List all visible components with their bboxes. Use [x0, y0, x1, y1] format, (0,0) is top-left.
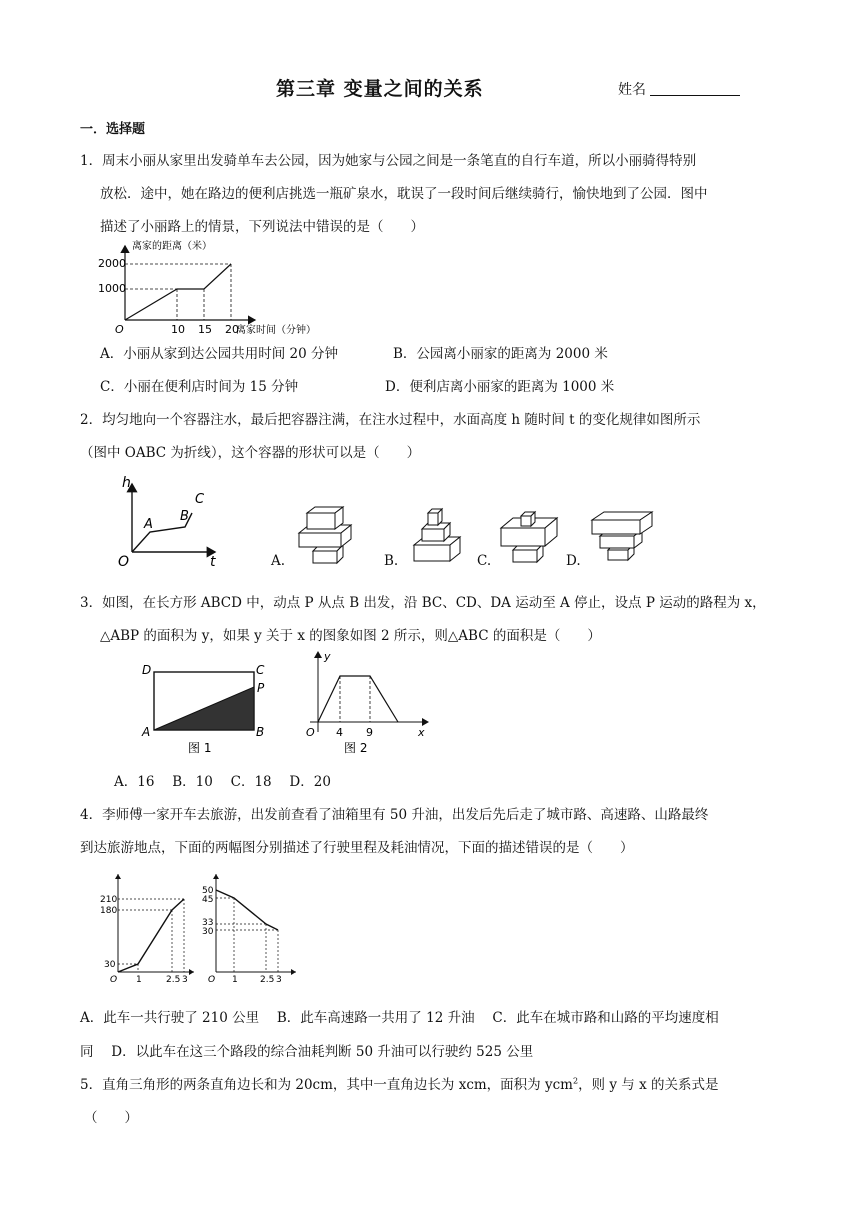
y-tick: 210: [100, 895, 118, 905]
q5-superscript: 2: [572, 1076, 579, 1086]
x-tick: 20: [225, 323, 239, 336]
q1-option-d[interactable]: D．便利店离小丽家的距离为 1000 米: [385, 379, 615, 395]
q2-choice-a[interactable]: A.: [271, 553, 286, 569]
q5-text-a: 5．直角三角形的两条直角边长和为 20cm，其中一直角边长为 xcm，面积为 ycm: [80, 1077, 573, 1093]
x-axis-label: x: [418, 726, 425, 739]
c-label: C: [195, 492, 205, 507]
q1-x-label: 离家时间（分钟）: [236, 325, 316, 336]
y-tick: 50: [202, 886, 214, 896]
q1-line-2: 放松．途中，她在路边的便利店挑选一瓶矿泉水，耽误了一段时间后继续骑行，愉快地到了公园．图中: [100, 186, 708, 202]
page-title: 第三章 变量之间的关系: [276, 78, 484, 100]
point-a-label: A: [142, 725, 151, 739]
y-tick: 1000: [98, 282, 126, 295]
q1-y-label: 离家的距离（米）: [132, 241, 212, 252]
q4-line-2: 到达旅游地点，下面的两幅图分别描述了行驶里程及耗油情况，下面的描述错误的是（ ）: [80, 840, 634, 856]
x-tick: 2.5: [166, 975, 181, 985]
x-tick: 15: [198, 323, 212, 336]
q2-height-time-graph: [110, 470, 230, 570]
name-label: 姓名: [618, 82, 646, 98]
y-tick: 30: [202, 927, 214, 937]
a-label: A: [144, 517, 153, 532]
o-label: O: [118, 554, 130, 570]
h-label: h: [122, 475, 131, 491]
q4-line-1: 4．李师傅一家开车去旅游，出发前查看了油箱里有 50 升油，出发后先后走了城市路、高速路、山路最终: [80, 807, 709, 823]
q5-line-1: [80, 1073, 718, 1093]
q5-line-2: （ ）: [84, 1110, 138, 1126]
q1-line-3: 描述了小丽路上的情景，下列说法中错误的是（ ）: [100, 219, 424, 235]
x-tick: 1: [136, 975, 142, 985]
x-tick: 1: [232, 975, 238, 985]
q3-figure-1: [140, 660, 280, 760]
q3-figure-2-graph: [300, 648, 435, 756]
q4-options-line-1[interactable]: A．此车一共行驶了 210 公里 B．此车高速路一共用了 12 升油 C．此车在城市路和山路的平均速度相: [80, 1010, 719, 1026]
q2-choice-c[interactable]: C.: [477, 553, 492, 569]
y-tick: 180: [100, 906, 118, 916]
y-axis-label: y: [324, 650, 331, 663]
x-tick: 9: [366, 726, 373, 739]
q4-distance-graph: [98, 868, 198, 988]
t-label: t: [210, 554, 216, 570]
q2-line-2: （图中 OABC 为折线），这个容器的形状可以是（ ）: [80, 445, 421, 461]
fig1-caption: 图 1: [188, 741, 212, 755]
q1-option-c[interactable]: C．小丽在便利店时间为 15 分钟: [100, 379, 299, 395]
q1-graph-line: [125, 264, 231, 320]
q4-fuel-graph: [196, 868, 306, 988]
y-tick: 30: [104, 960, 116, 970]
q2-choice-d[interactable]: D.: [566, 553, 581, 569]
x-tick: 3: [182, 975, 188, 985]
q5-text-b: ，则 y 与 x 的关系式是: [578, 1077, 719, 1093]
q3-line-1: 3．如图，在长方形 ABCD 中，动点 P 从点 B 出发，沿 BC、CD、DA 运动至 A 停止，设点 P 运动的路程为 x，: [80, 595, 766, 611]
origin-label: O: [110, 975, 118, 985]
origin-label: O: [306, 726, 315, 739]
container-c-icon[interactable]: [497, 500, 563, 566]
q4-options-line-2[interactable]: 同 D．以此车在这三个路段的综合油耗判断 50 升油可以行驶约 525 公里: [80, 1044, 534, 1060]
q3-graph-line: [318, 676, 398, 722]
x-tick: 3: [276, 975, 282, 985]
name-blank-line[interactable]: [650, 95, 740, 96]
x-tick: 10: [171, 323, 185, 336]
origin-label: O: [208, 975, 216, 985]
q3-options[interactable]: A．16 B．10 C．18 D．20: [114, 774, 331, 790]
container-d-icon[interactable]: [590, 508, 656, 566]
origin-label: O: [115, 323, 124, 336]
q3-line-2: △ABP 的面积为 y，如果 y 关于 x 的图象如图 2 所示，则△ABC 的面积是（ ）: [100, 628, 601, 644]
fig2-caption: 图 2: [344, 741, 368, 755]
point-c-label: C: [256, 663, 265, 677]
section-heading: 一．选择题: [80, 122, 146, 137]
container-b-icon[interactable]: [408, 505, 468, 567]
q2-choice-b[interactable]: B.: [384, 553, 399, 569]
point-p-label: P: [257, 681, 265, 695]
y-tick: 33: [202, 918, 214, 928]
q1-distance-time-graph: [95, 238, 345, 338]
y-tick: 2000: [98, 257, 126, 270]
x-tick: 2.5: [260, 975, 275, 985]
y-tick: 45: [202, 895, 214, 905]
b-label: B: [180, 509, 189, 524]
container-a-icon[interactable]: [295, 503, 355, 565]
point-b-label: B: [256, 725, 265, 739]
q1-option-a[interactable]: A．小丽从家到达公园共用时间 20 分钟: [100, 346, 339, 362]
q1-option-b[interactable]: B．公园离小丽家的距离为 2000 米: [393, 346, 608, 362]
q1-line-1: 1．周末小丽从家里出发骑单车去公园，因为她家与公园之间是一条笔直的自行车道，所以小丽骑得特别: [80, 153, 697, 169]
x-tick: 4: [336, 726, 343, 739]
q2-line-1: 2．均匀地向一个容器注水，最后把容器注满，在注水过程中，水面高度 h 随时间 t 的变化规律如图所示: [80, 412, 701, 428]
point-d-label: D: [142, 663, 152, 677]
